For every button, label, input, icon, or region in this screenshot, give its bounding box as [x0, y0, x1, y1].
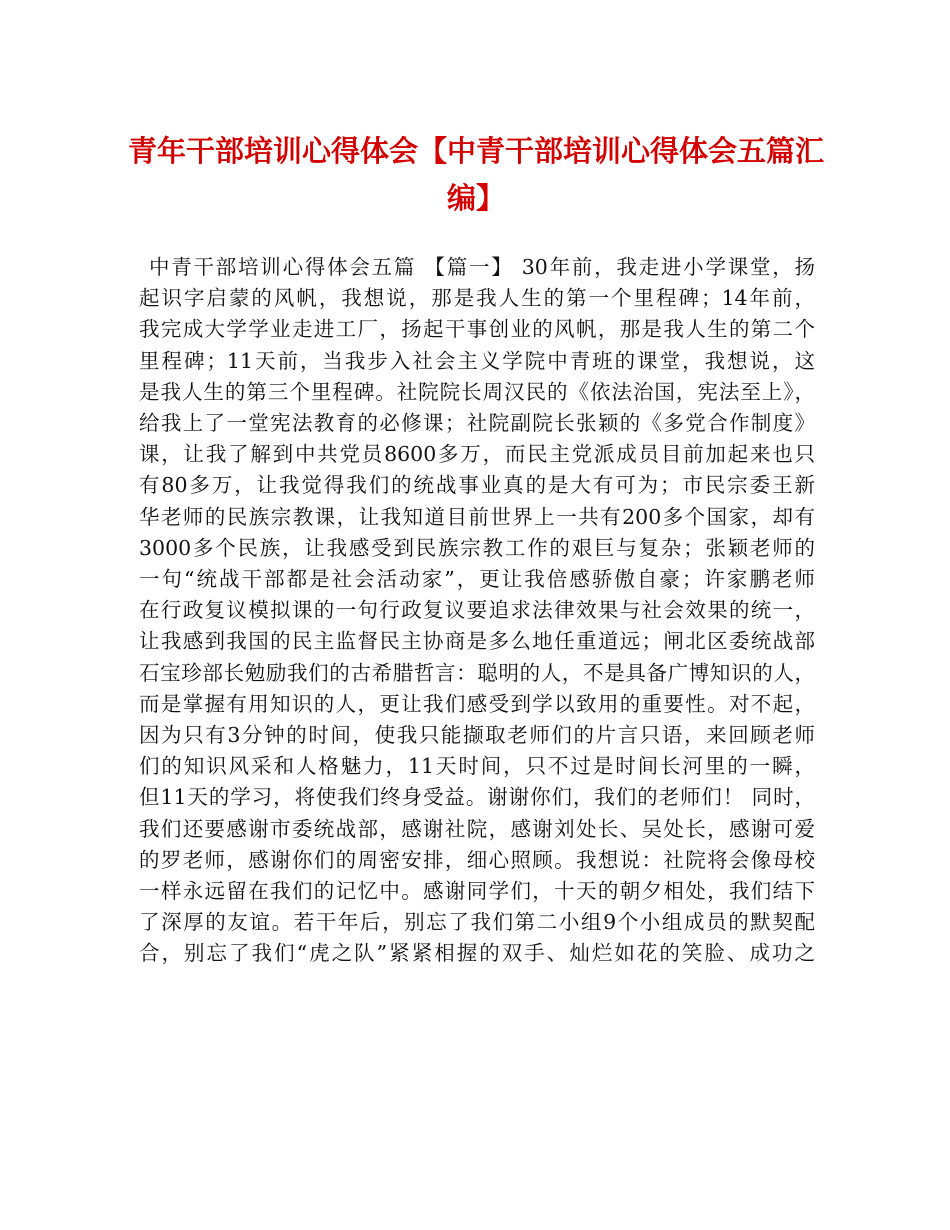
body-line: 里程碑；11天前，当我步入社会主义学院中青班的课堂，我想说，这 — [139, 348, 815, 373]
body-line: 我完成大学学业走进工厂，扬起干事创业的风帆，那是我人生的第二个 — [139, 317, 815, 342]
body-line: 因为只有3分钟的时间，使我只能撷取老师们的片言只语，来回顾老师 — [139, 723, 815, 748]
body-line: 们的知识风采和人格魅力，11天时间，只不过是时间长河里的一瞬， — [139, 754, 815, 779]
body-line: 3000多个民族，让我感受到民族宗教工作的艰巨与复杂；张颖老师的 — [139, 535, 815, 560]
body-line: 但11天的学习，将使我们终身受益。谢谢你们，我们的老师们！ 同时， — [139, 785, 815, 810]
body-line: 一样永远留在我们的记忆中。感谢同学们，十天的朝夕相处，我们结下 — [139, 879, 815, 904]
body-line: 让我感到我国的民主监督民主协商是多么地任重道远；闸北区委统战部 — [139, 629, 815, 654]
body-line: 有80多万，让我觉得我们的统战事业真的是大有可为；市民宗委王新 — [139, 473, 815, 498]
body-line: 一句“统战干部都是社会活动家”，更让我倍感骄傲自豪；许家鹏老师 — [139, 567, 815, 592]
body-line: 而是掌握有用知识的人，更让我们感受到学以致用的重要性。对不起， — [139, 691, 815, 716]
body-line: 华老师的民族宗教课，让我知道目前世界上一共有200多个国家，却有 — [139, 504, 815, 529]
body-line: 石宝珍部长勉励我们的古希腊哲言：聪明的人，不是具备广博知识的人， — [139, 660, 815, 685]
body-line: 课，让我了解到中共党员8600多万，而民主党派成员目前加起来也只 — [139, 442, 815, 467]
body-line: 我们还要感谢市委统战部，感谢社院，感谢刘处长、吴处长，感谢可爱 — [139, 816, 815, 841]
page-title — [120, 128, 832, 222]
body-line: 合，别忘了我们“虎之队”紧紧相握的双手、灿烂如花的笑脸、成功之 — [139, 941, 815, 966]
body-line: 给我上了一堂宪法教育的必修课；社院副院长张颖的《多党合作制度》 — [139, 411, 815, 436]
title-line-2: 编】 — [446, 181, 505, 215]
body-line: 起识字启蒙的风帆，我想说，那是我人生的第一个里程碑；14年前， — [139, 286, 815, 311]
body-line: 的罗老师，感谢你们的周密安排，细心照顾。我想说：社院将会像母校 — [139, 847, 815, 872]
title-line-1: 青年干部培训心得体会【中青干部培训心得体会五篇汇 — [127, 134, 824, 168]
body-line: 是我人生的第三个里程碑。社院院长周汉民的《依法治国，宪法至上》， — [139, 379, 815, 404]
body-paragraph — [139, 252, 815, 970]
body-line: 在行政复议模拟课的一句行政复议要追求法律效果与社会效果的统一， — [139, 598, 815, 623]
body-line: 中青干部培训心得体会五篇 【篇一】 30年前，我走进小学课堂，扬 — [149, 255, 815, 279]
body-line: 了深厚的友谊。若干年后，别忘了我们第二小组9个小组成员的默契配 — [139, 910, 815, 935]
